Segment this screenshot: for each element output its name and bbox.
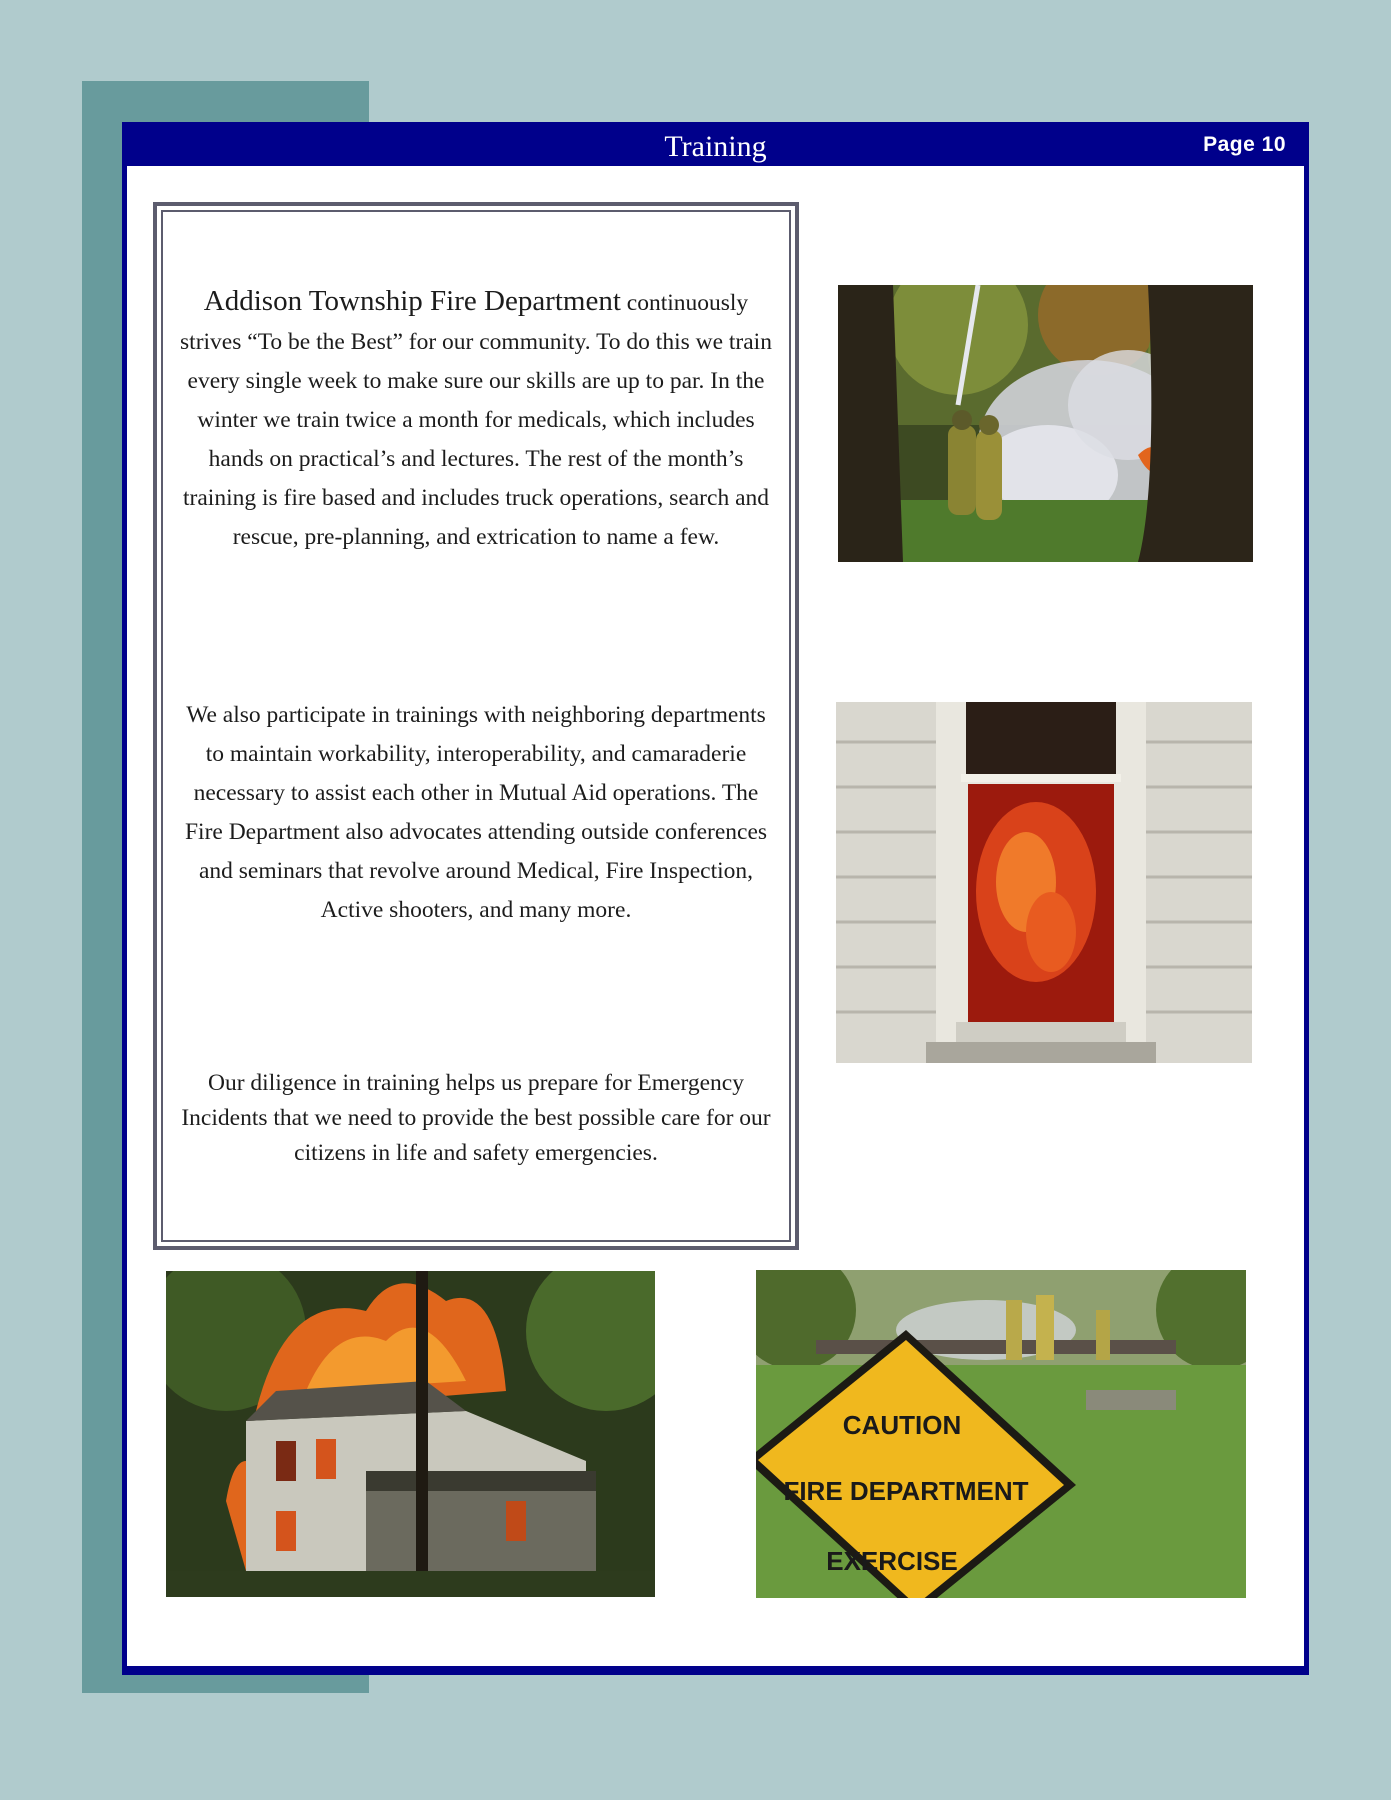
department-name: Addison Township Fire Department (203, 285, 621, 317)
photo-burning-house (166, 1271, 655, 1597)
paragraph-diligence-text: Our diligence in training helps us prepare for Emergency Incidents that we need to provide the best possible care for our citizens in life and safety emergencies. (181, 1070, 771, 1166)
paragraph-mutual-aid-text: We also participate in trainings with neighboring departments to maintain workability, interoperability, and camaraderie necessary to assist each other in Mutual Aid operations. The Fire Department also advocates attending outside conferences and seminars that revolve around Medical, Fire Inspection, Active shooters, and many more. (184, 702, 768, 923)
sign-line-caution: CAUTION (842, 1410, 962, 1440)
photo-firefighters-hose-trees (838, 285, 1253, 562)
article-text-box (153, 202, 799, 1250)
photo-caution-sign (756, 1270, 1246, 1598)
page-number: Page 10 (1203, 133, 1286, 156)
sign-line-fire-department: FIRE DEPARTMENT (783, 1476, 1029, 1506)
sign-line-exercise: EXERCISE (826, 1546, 958, 1576)
photo-window-fire (836, 702, 1252, 1063)
paragraph-mutual-aid (175, 696, 777, 930)
paragraph-intro-body: continuously strives “To be the Best” for our community. To do this we train every single week to make sure our skills are up to par. In the winter we train twice a month for medicals, which includes hands on practical’s and lectures. The rest of the month’s training is fire based and includes truck operations, search and rescue, pre-planning, and extrication to name a few. (180, 290, 772, 550)
newsletter-page (122, 122, 1309, 1675)
page-title: Training (664, 130, 767, 163)
paragraph-intro (175, 282, 777, 557)
header-bar (127, 127, 1304, 166)
paragraph-diligence (175, 1066, 777, 1171)
